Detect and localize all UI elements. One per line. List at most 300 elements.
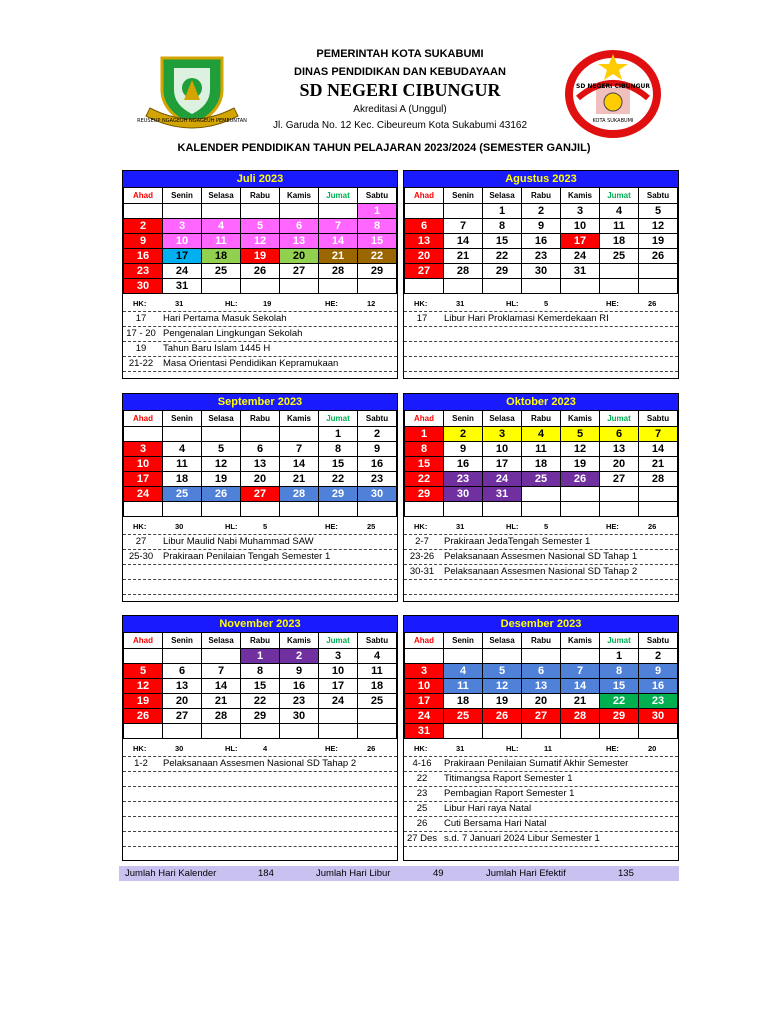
weekday-header: Sabtu bbox=[639, 411, 678, 427]
weekday-header: Rabu bbox=[241, 188, 280, 204]
event-description: Prakiraan JedaTengah Semester 1 bbox=[444, 536, 591, 547]
day-cell bbox=[639, 487, 678, 502]
week-row bbox=[405, 664, 678, 679]
week-row bbox=[124, 487, 397, 502]
day-cell: 22 bbox=[483, 249, 522, 264]
stat-label: HE: bbox=[325, 744, 338, 753]
weekday-header: Rabu bbox=[522, 188, 561, 204]
stat-value: 25 bbox=[367, 522, 376, 531]
week-row bbox=[405, 487, 678, 502]
day-cell bbox=[280, 279, 319, 294]
day-cell bbox=[444, 204, 483, 219]
day-cell: 5 bbox=[483, 664, 522, 679]
day-cell: 29 bbox=[241, 709, 280, 724]
week-row bbox=[124, 249, 397, 264]
day-cell: 25 bbox=[202, 264, 241, 279]
day-cell: 24 bbox=[163, 264, 202, 279]
month-panel bbox=[403, 615, 679, 861]
day-cell: 4 bbox=[202, 219, 241, 234]
event-date: 23-26 bbox=[409, 551, 435, 562]
event-row bbox=[123, 357, 397, 372]
day-cell: 18 bbox=[163, 472, 202, 487]
department-line: DINAS PENDIDIKAN DAN KEBUDAYAAN bbox=[294, 66, 506, 78]
event-description: Pelaksanaan Assesmen Nasional SD Tahap 2 bbox=[163, 758, 357, 769]
week-row bbox=[124, 649, 397, 664]
month-title: Juli 2023 bbox=[123, 171, 397, 187]
day-cell: 12 bbox=[483, 679, 522, 694]
stat-label: HE: bbox=[325, 522, 338, 531]
weekday-header: Kamis bbox=[280, 411, 319, 427]
day-cell: 31 bbox=[405, 724, 444, 739]
day-cell: 19 bbox=[124, 694, 163, 709]
weekday-header: Selasa bbox=[483, 188, 522, 204]
event-description: Prakiraan Penilaian Tengah Semester 1 bbox=[163, 551, 331, 562]
day-cell: 24 bbox=[319, 694, 358, 709]
weekday-header: Ahad bbox=[124, 411, 163, 427]
event-row bbox=[404, 312, 678, 327]
day-cell: 5 bbox=[124, 664, 163, 679]
day-cell: 14 bbox=[202, 679, 241, 694]
event-row bbox=[404, 357, 678, 372]
week-row bbox=[405, 219, 678, 234]
month-title: September 2023 bbox=[123, 394, 397, 410]
weekday-header: Kamis bbox=[280, 633, 319, 649]
day-cell bbox=[639, 279, 678, 294]
day-cell: 13 bbox=[600, 442, 639, 457]
day-cell bbox=[561, 502, 600, 517]
day-cell: 15 bbox=[405, 457, 444, 472]
stat-label: HL: bbox=[506, 522, 519, 531]
day-cell bbox=[202, 279, 241, 294]
calendar-grid bbox=[404, 187, 678, 294]
week-row bbox=[124, 219, 397, 234]
day-cell: 9 bbox=[444, 442, 483, 457]
weekday-header: Selasa bbox=[483, 633, 522, 649]
day-cell bbox=[202, 502, 241, 517]
day-cell: 20 bbox=[600, 457, 639, 472]
stat-value: 26 bbox=[648, 522, 657, 531]
day-cell: 23 bbox=[522, 249, 561, 264]
weekday-header: Senin bbox=[163, 411, 202, 427]
stat-label: HL: bbox=[225, 522, 238, 531]
day-cell: 8 bbox=[483, 219, 522, 234]
day-cell: 20 bbox=[163, 694, 202, 709]
day-cell bbox=[405, 502, 444, 517]
event-description: Prakiraan Penilaian Sumatif Akhir Semester bbox=[444, 758, 629, 769]
day-cell bbox=[444, 502, 483, 517]
total-holidays-value: 49 bbox=[433, 868, 444, 879]
weekday-header: Senin bbox=[444, 188, 483, 204]
day-cell: 23 bbox=[280, 694, 319, 709]
event-date: 26 bbox=[416, 818, 428, 829]
day-cell: 24 bbox=[405, 709, 444, 724]
event-description: Libur Maulid Nabi Muhammad SAW bbox=[163, 536, 314, 547]
day-cell bbox=[522, 279, 561, 294]
event-row bbox=[404, 342, 678, 357]
week-row bbox=[405, 204, 678, 219]
stat-value: 19 bbox=[263, 299, 272, 308]
event-row bbox=[404, 327, 678, 342]
day-cell: 10 bbox=[405, 679, 444, 694]
month-panel bbox=[122, 170, 398, 379]
stat-label: HL: bbox=[225, 744, 238, 753]
day-cell: 27 bbox=[280, 264, 319, 279]
day-cell: 13 bbox=[522, 679, 561, 694]
day-cell: 21 bbox=[444, 249, 483, 264]
day-cell: 12 bbox=[561, 442, 600, 457]
event-date: 4-16 bbox=[412, 758, 432, 769]
weekday-header: Sabtu bbox=[639, 188, 678, 204]
day-cell: 23 bbox=[358, 472, 397, 487]
day-cell bbox=[561, 279, 600, 294]
day-cell: 30 bbox=[639, 709, 678, 724]
weekday-header: Selasa bbox=[202, 188, 241, 204]
week-row bbox=[124, 472, 397, 487]
day-cell bbox=[600, 502, 639, 517]
day-cell bbox=[483, 649, 522, 664]
day-cell: 20 bbox=[405, 249, 444, 264]
day-cell: 18 bbox=[202, 249, 241, 264]
day-cell: 15 bbox=[241, 679, 280, 694]
month-title: Oktober 2023 bbox=[404, 394, 678, 410]
week-row bbox=[124, 694, 397, 709]
stat-label: HL: bbox=[225, 299, 238, 308]
day-cell: 21 bbox=[319, 249, 358, 264]
day-cell: 9 bbox=[124, 234, 163, 249]
event-date: 27 Des bbox=[406, 833, 438, 844]
week-row bbox=[124, 204, 397, 219]
day-cell: 25 bbox=[163, 487, 202, 502]
day-cell: 28 bbox=[280, 487, 319, 502]
day-cell: 25 bbox=[522, 472, 561, 487]
day-cell: 30 bbox=[124, 279, 163, 294]
day-cell: 1 bbox=[483, 204, 522, 219]
day-cell: 2 bbox=[639, 649, 678, 664]
event-row bbox=[123, 327, 397, 342]
week-row bbox=[405, 264, 678, 279]
day-cell: 6 bbox=[241, 442, 280, 457]
day-cell: 17 bbox=[319, 679, 358, 694]
weekday-header: Ahad bbox=[405, 633, 444, 649]
day-cell: 24 bbox=[124, 487, 163, 502]
event-row bbox=[123, 312, 397, 327]
event-row bbox=[123, 802, 397, 817]
day-cell bbox=[319, 502, 358, 517]
weekday-header: Rabu bbox=[522, 411, 561, 427]
stat-label: HK: bbox=[414, 522, 428, 531]
day-cell bbox=[280, 724, 319, 739]
day-cell: 6 bbox=[405, 219, 444, 234]
stat-label: HK: bbox=[133, 522, 147, 531]
event-row bbox=[123, 342, 397, 357]
day-cell: 12 bbox=[202, 457, 241, 472]
day-cell: 14 bbox=[444, 234, 483, 249]
stat-value: 31 bbox=[456, 299, 465, 308]
day-cell: 8 bbox=[241, 664, 280, 679]
day-cell bbox=[124, 204, 163, 219]
accreditation: Akreditasi A (Unggul) bbox=[353, 104, 447, 115]
week-row bbox=[405, 234, 678, 249]
weekday-header: Jumat bbox=[319, 633, 358, 649]
day-cell: 8 bbox=[600, 664, 639, 679]
day-cell: 15 bbox=[319, 457, 358, 472]
event-description: Pembagian Raport Semester 1 bbox=[444, 788, 575, 799]
day-cell: 21 bbox=[561, 694, 600, 709]
day-cell bbox=[639, 502, 678, 517]
event-row bbox=[123, 772, 397, 787]
event-description: Titimangsa Raport Semester 1 bbox=[444, 773, 573, 784]
day-cell bbox=[405, 649, 444, 664]
event-date: 27 bbox=[135, 536, 147, 547]
event-date: 23 bbox=[416, 788, 428, 799]
weekday-header: Jumat bbox=[600, 188, 639, 204]
day-cell bbox=[163, 204, 202, 219]
day-cell: 28 bbox=[202, 709, 241, 724]
day-cell: 22 bbox=[358, 249, 397, 264]
weekday-header: Jumat bbox=[319, 188, 358, 204]
day-cell: 29 bbox=[600, 709, 639, 724]
event-row bbox=[404, 772, 678, 787]
day-cell bbox=[319, 724, 358, 739]
day-cell: 21 bbox=[202, 694, 241, 709]
stat-label: HE: bbox=[606, 299, 619, 308]
day-cell: 25 bbox=[600, 249, 639, 264]
day-cell: 26 bbox=[124, 709, 163, 724]
day-cell bbox=[319, 279, 358, 294]
event-row bbox=[123, 832, 397, 847]
day-cell bbox=[280, 427, 319, 442]
weekday-header: Kamis bbox=[280, 188, 319, 204]
event-date: 2-7 bbox=[415, 536, 429, 547]
day-cell: 2 bbox=[280, 649, 319, 664]
day-cell: 26 bbox=[241, 264, 280, 279]
day-cell: 13 bbox=[163, 679, 202, 694]
day-cell bbox=[639, 724, 678, 739]
stat-value: 12 bbox=[367, 299, 376, 308]
day-cell bbox=[522, 502, 561, 517]
stat-label: HL: bbox=[506, 744, 519, 753]
stat-label: HE: bbox=[325, 299, 338, 308]
weekday-header: Ahad bbox=[405, 411, 444, 427]
weekday-header: Sabtu bbox=[639, 633, 678, 649]
month-stats bbox=[123, 742, 397, 757]
day-cell bbox=[163, 649, 202, 664]
day-cell: 29 bbox=[405, 487, 444, 502]
day-cell: 24 bbox=[561, 249, 600, 264]
day-cell: 17 bbox=[561, 234, 600, 249]
day-cell: 20 bbox=[522, 694, 561, 709]
day-cell: 27 bbox=[163, 709, 202, 724]
week-row bbox=[124, 279, 397, 294]
day-cell: 4 bbox=[163, 442, 202, 457]
day-cell: 9 bbox=[522, 219, 561, 234]
weekday-header: Kamis bbox=[561, 411, 600, 427]
day-cell bbox=[280, 204, 319, 219]
day-cell: 3 bbox=[163, 219, 202, 234]
day-cell: 29 bbox=[319, 487, 358, 502]
event-description: Libur Hari Proklamasi Kemerdekaan RI bbox=[444, 313, 609, 324]
event-row bbox=[123, 580, 397, 595]
day-cell: 28 bbox=[561, 709, 600, 724]
day-cell: 9 bbox=[639, 664, 678, 679]
calendar-grid bbox=[123, 410, 397, 517]
day-cell bbox=[124, 427, 163, 442]
month-stats bbox=[404, 742, 678, 757]
weekday-header: Ahad bbox=[124, 188, 163, 204]
day-cell bbox=[405, 279, 444, 294]
day-cell: 23 bbox=[639, 694, 678, 709]
day-cell bbox=[241, 502, 280, 517]
day-cell bbox=[202, 724, 241, 739]
day-cell: 2 bbox=[358, 427, 397, 442]
day-cell: 24 bbox=[483, 472, 522, 487]
day-cell: 31 bbox=[483, 487, 522, 502]
school-name: SD NEGERI CIBUNGUR bbox=[299, 80, 501, 100]
week-row bbox=[124, 264, 397, 279]
event-row bbox=[404, 757, 678, 772]
day-cell: 20 bbox=[280, 249, 319, 264]
event-date: 17 bbox=[135, 313, 147, 324]
day-cell: 15 bbox=[358, 234, 397, 249]
week-row bbox=[405, 679, 678, 694]
emblem-motto: REUSEUP NGAGEUH NGAGEUH PEMEUNTAN bbox=[137, 118, 247, 124]
day-cell: 7 bbox=[639, 427, 678, 442]
week-row bbox=[405, 472, 678, 487]
day-cell: 22 bbox=[600, 694, 639, 709]
weekday-header: Selasa bbox=[202, 411, 241, 427]
day-cell: 10 bbox=[319, 664, 358, 679]
event-row bbox=[123, 757, 397, 772]
day-cell: 30 bbox=[522, 264, 561, 279]
day-cell: 14 bbox=[561, 679, 600, 694]
day-cell: 28 bbox=[639, 472, 678, 487]
event-row bbox=[123, 550, 397, 565]
total-holidays-label: Jumlah Hari Libur bbox=[316, 868, 391, 879]
day-cell: 29 bbox=[483, 264, 522, 279]
day-cell: 14 bbox=[319, 234, 358, 249]
weekday-header: Rabu bbox=[241, 633, 280, 649]
day-cell: 30 bbox=[444, 487, 483, 502]
weekday-header: Rabu bbox=[522, 633, 561, 649]
day-cell: 13 bbox=[280, 234, 319, 249]
stat-label: HK: bbox=[133, 299, 147, 308]
stat-value: 4 bbox=[263, 744, 268, 753]
day-cell bbox=[358, 724, 397, 739]
day-cell: 14 bbox=[280, 457, 319, 472]
month-stats bbox=[123, 297, 397, 312]
day-cell: 2 bbox=[522, 204, 561, 219]
weekday-header: Jumat bbox=[319, 411, 358, 427]
week-row bbox=[405, 694, 678, 709]
day-cell: 1 bbox=[358, 204, 397, 219]
day-cell: 30 bbox=[358, 487, 397, 502]
day-cell: 28 bbox=[444, 264, 483, 279]
day-cell: 18 bbox=[358, 679, 397, 694]
month-stats bbox=[404, 520, 678, 535]
weekday-header: Selasa bbox=[202, 633, 241, 649]
day-cell bbox=[600, 724, 639, 739]
month-title: Desember 2023 bbox=[404, 616, 678, 632]
day-cell: 5 bbox=[202, 442, 241, 457]
day-cell: 16 bbox=[280, 679, 319, 694]
day-cell: 25 bbox=[358, 694, 397, 709]
event-date: 25 bbox=[416, 803, 428, 814]
day-cell: 23 bbox=[124, 264, 163, 279]
day-cell: 4 bbox=[600, 204, 639, 219]
event-description: Hari Pertama Masuk Sekolah bbox=[163, 313, 287, 324]
day-cell: 6 bbox=[600, 427, 639, 442]
day-cell bbox=[561, 487, 600, 502]
weekday-header: Sabtu bbox=[358, 633, 397, 649]
stat-value: 11 bbox=[544, 744, 552, 753]
stat-label: HK: bbox=[414, 744, 428, 753]
day-cell: 22 bbox=[241, 694, 280, 709]
total-effective-days-label: Jumlah Hari Efektif bbox=[486, 868, 566, 879]
month-panel bbox=[122, 393, 398, 602]
week-row bbox=[405, 427, 678, 442]
day-cell bbox=[561, 724, 600, 739]
day-cell: 3 bbox=[561, 204, 600, 219]
event-row bbox=[123, 535, 397, 550]
event-description: Pengenalan Lingkungan Sekolah bbox=[163, 328, 303, 339]
day-cell: 3 bbox=[319, 649, 358, 664]
day-cell: 28 bbox=[319, 264, 358, 279]
day-cell: 6 bbox=[280, 219, 319, 234]
event-row bbox=[123, 787, 397, 802]
event-description: Tahun Baru Islam 1445 H bbox=[163, 343, 271, 354]
weekday-header: Senin bbox=[163, 188, 202, 204]
day-cell: 5 bbox=[561, 427, 600, 442]
day-cell: 27 bbox=[405, 264, 444, 279]
day-cell: 15 bbox=[600, 679, 639, 694]
stat-value: 5 bbox=[544, 299, 549, 308]
day-cell: 11 bbox=[444, 679, 483, 694]
day-cell bbox=[319, 204, 358, 219]
day-cell bbox=[241, 204, 280, 219]
day-cell: 19 bbox=[639, 234, 678, 249]
event-date: 17 - 20 bbox=[126, 328, 156, 339]
day-cell bbox=[561, 649, 600, 664]
day-cell: 5 bbox=[639, 204, 678, 219]
day-cell: 31 bbox=[561, 264, 600, 279]
week-row bbox=[124, 502, 397, 517]
event-date: 1-2 bbox=[134, 758, 148, 769]
stat-label: HL: bbox=[506, 299, 519, 308]
stat-value: 26 bbox=[648, 299, 657, 308]
event-description: Libur Hari raya Natal bbox=[444, 803, 532, 814]
weekday-header: Sabtu bbox=[358, 411, 397, 427]
day-cell: 12 bbox=[124, 679, 163, 694]
week-row bbox=[124, 234, 397, 249]
day-cell: 2 bbox=[124, 219, 163, 234]
week-row bbox=[405, 249, 678, 264]
week-row bbox=[124, 442, 397, 457]
event-row bbox=[123, 565, 397, 580]
day-cell bbox=[405, 204, 444, 219]
day-cell bbox=[600, 279, 639, 294]
day-cell: 16 bbox=[639, 679, 678, 694]
school-logo-text: SD NEGERI CIBUNGUR bbox=[576, 83, 650, 90]
stat-value: 5 bbox=[544, 522, 549, 531]
day-cell: 12 bbox=[639, 219, 678, 234]
event-description: Masa Orientasi Pendidikan Kepramukaan bbox=[163, 358, 339, 369]
event-description: Cuti Bersama Hari Natal bbox=[444, 818, 547, 829]
day-cell bbox=[163, 724, 202, 739]
school-address: Jl. Garuda No. 12 Kec. Cibeureum Kota Sukabumi 43162 bbox=[272, 120, 528, 131]
total-calendar-days-label: Jumlah Hari Kalender bbox=[125, 868, 217, 879]
day-cell: 9 bbox=[280, 664, 319, 679]
day-cell bbox=[202, 649, 241, 664]
